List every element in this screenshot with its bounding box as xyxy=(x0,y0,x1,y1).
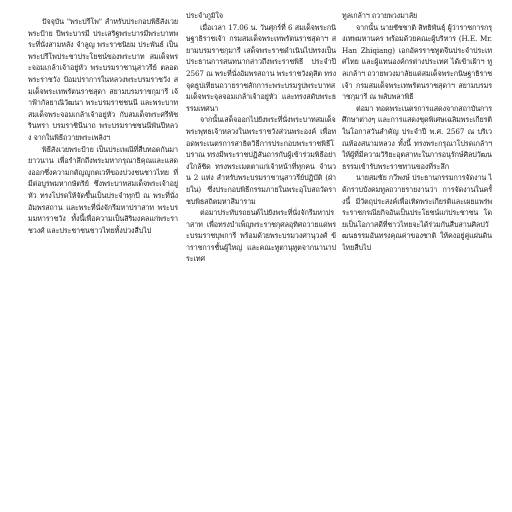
paragraph: พิธีสังเวยพระป้าย เป็นประเพณีที่สืบทอดกันมายาวนาน เพื่อรำลึกถึงพระมหากรุณาธิคุณและแสดงออกซึ่งความกตัญญูกตเวทีของปวงชนชาวไทย ที่มีต่อบูรพมหากษัตริย์ ซึ่งพระบาทสมเด็จพระเจ้าอยู่หัว ทรงโปรดให้จัดขึ้นเป็นประจำทุกปี ณ พระที่นั่งอัมพรสถาน และพระที่นั่งจักรีมหาปราสาท พระบรมมหาราชวัง ทั้งนี้เพื่อความเป็นสิริมงคลแก่พระราชวงศ์ และประชาชนชาวไทยทั้งปวงสืบไป xyxy=(28,144,178,235)
text-column-1 xyxy=(28,10,178,512)
paragraph: ทูลเกล้าฯ ถวายพวงมาลัย xyxy=(342,11,418,20)
paragraph: ปัจจุบัน "พระปรีโพ" สำหรับประกอบพิธีสังเวยพระป้าย ปีพระบารมี ประเสริฐพระบารมีพระบาทพระที่นั่งสามหลัง จำลูญ พระราชนิยม ประพันธ์ เป็นพระปรีโพประชาประโยชน์ของพระบาท สมเด็จพระจอมเกล้าเจ้าอยู่หัว พระบรมราชานุสาวรีย์ ตลอดพระราชวัง ป้อมปราการในหลวงพระบรมราชวัง สมเด็จพระเทพรัตนราชสุดา สยามบรมราชกุมารี เจ้าฟ้ากัลยาณิวัฒนา พระบรมราชชนนี และพระบาทสมเด็จพระจอมเกล้าเจ้าอยู่หัว กับสมเด็จพระศรีพัชรินทรา บรมราชินีนาถ พระบรมราชชนนีพันปีหลวง จากในพิธีถวายพระเพลิงฯ xyxy=(28,17,178,142)
paragraph: ต่อมา ทอดพระเนตรการแสดงจากสถาบันการศึกษาต่างๆ และการแสดงชุดพิเศษเฉลิมพระเกียรติ ในโอกาสวันสำคัญ ประจำปี พ.ศ. 2567 ณ บริเวณท้องสนามหลวง ทั้งนี้ ทรงพระกรุณาโปรดเกล้าฯ ให้ผู้ที่มีความวิริยะอุตสาหะในการอนุรักษ์ศิลปวัฒนธรรมเข้ารับพระราชทานของที่ระลึก xyxy=(342,103,492,171)
paragraph: ประจำภูมิใจ xyxy=(186,11,223,20)
paragraph: ต่อมาประทับรถยนต์ไปยังพระที่นั่งจักรีมหาปราสาท เพื่อทรงบำเพ็ญพระราชกุศลอุทิศถวายแด่พระบรมราชบุพการี พร้อมด้วยพระบรมวงศานุวงศ์ ข้าราชการชั้นผู้ใหญ่ และคณะทูตานุทูตจากนานาประเทศ xyxy=(186,208,336,264)
paragraph: นายสมชัย กวีพงษ์ ประธานกรรมการจัดงาน ได้กราบบังคมทูลถวายรายงานว่า การจัดงานในครั้งนี้ มีวัตถุประสงค์เพื่อเทิดพระเกียรติและเผยแพร่พระราชกรณียกิจอันเป็นประโยชน์แก่ประชาชน โดยเป็นโอกาสดีที่ชาวไทยจะได้ร่วมกันสืบสานศิลปวัฒนธรรมอันทรงคุณค่าของชาติ ให้คงอยู่คู่แผ่นดินไทยสืบไป xyxy=(342,173,492,252)
text-column-3 xyxy=(342,10,492,512)
paragraph: จากนั้นเสด็จออกไปยังพระที่นั่งพระบาทสมเด็จพระพุทธเจ้าหลวงในพระราชวังส่วนพระองค์ เพื่อทอดพระเนตรการสาธิตวิธีการประกอบพระราชพิธีโบราณ ทรงมีพระราชปฏิสันถารกับผู้เข้าร่วมพิธีอย่างใกล้ชิด ทรงพระเมตตาแก่เจ้าหน้าที่ทุกคน จำนวน 2 แห่ง สำหรับพระบรมราชานุสาวรีย์ปฏิบัติ (ฝ่ายใน) ซึ่งประกอบพิธีกรรมภายในพระอุโบสถวัดราชบพิธสถิตมหาสีมาราม xyxy=(186,115,336,206)
paragraph: เมื่อเวลา 17.06 น. วันศุกร์ที่ 6 สมเด็จพระกนิษฐาธิราชเจ้า กรมสมเด็จพระเทพรัตนราชสุดาฯ สยามบรมราชกุมารี เสด็จพระราชดำเนินไปทรงเป็นประธานการสนทนากล่าวถึงพระราชพิธี ประจำปี 2567 ณ พระที่นั่งอัมพรสถาน พระราชวังดุสิต ทรงจุดธูปเทียนถวายราชสักการะพระบรมรูปพระบาทสมเด็จพระจุลจอมเกล้าเจ้าอยู่หัว และทรงสดับพระธรรมเทศนา xyxy=(186,22,336,113)
text-column-2 xyxy=(186,10,336,512)
paragraph: จากนั้น นายชัชชาติ สิทธิพันธุ์ ผู้ว่าราชการกรุงเทพมหานคร พร้อมด้วยคณะผู้บริหาร (H.E. Mr. Han Zhiqiang) เอกอัครราชทูตจีนประจำประเทศไทย และผู้แทนองค์กรต่างประเทศ ได้เข้าเฝ้าฯ ทูลเกล้าฯ ถวายพวงมาลัยแด่สมเด็จพระกนิษฐาธิราชเจ้า กรมสมเด็จพระเทพรัตนราชสุดาฯ สยามบรมราชกุมารี ณ พลับพลาพิธี xyxy=(342,22,492,102)
